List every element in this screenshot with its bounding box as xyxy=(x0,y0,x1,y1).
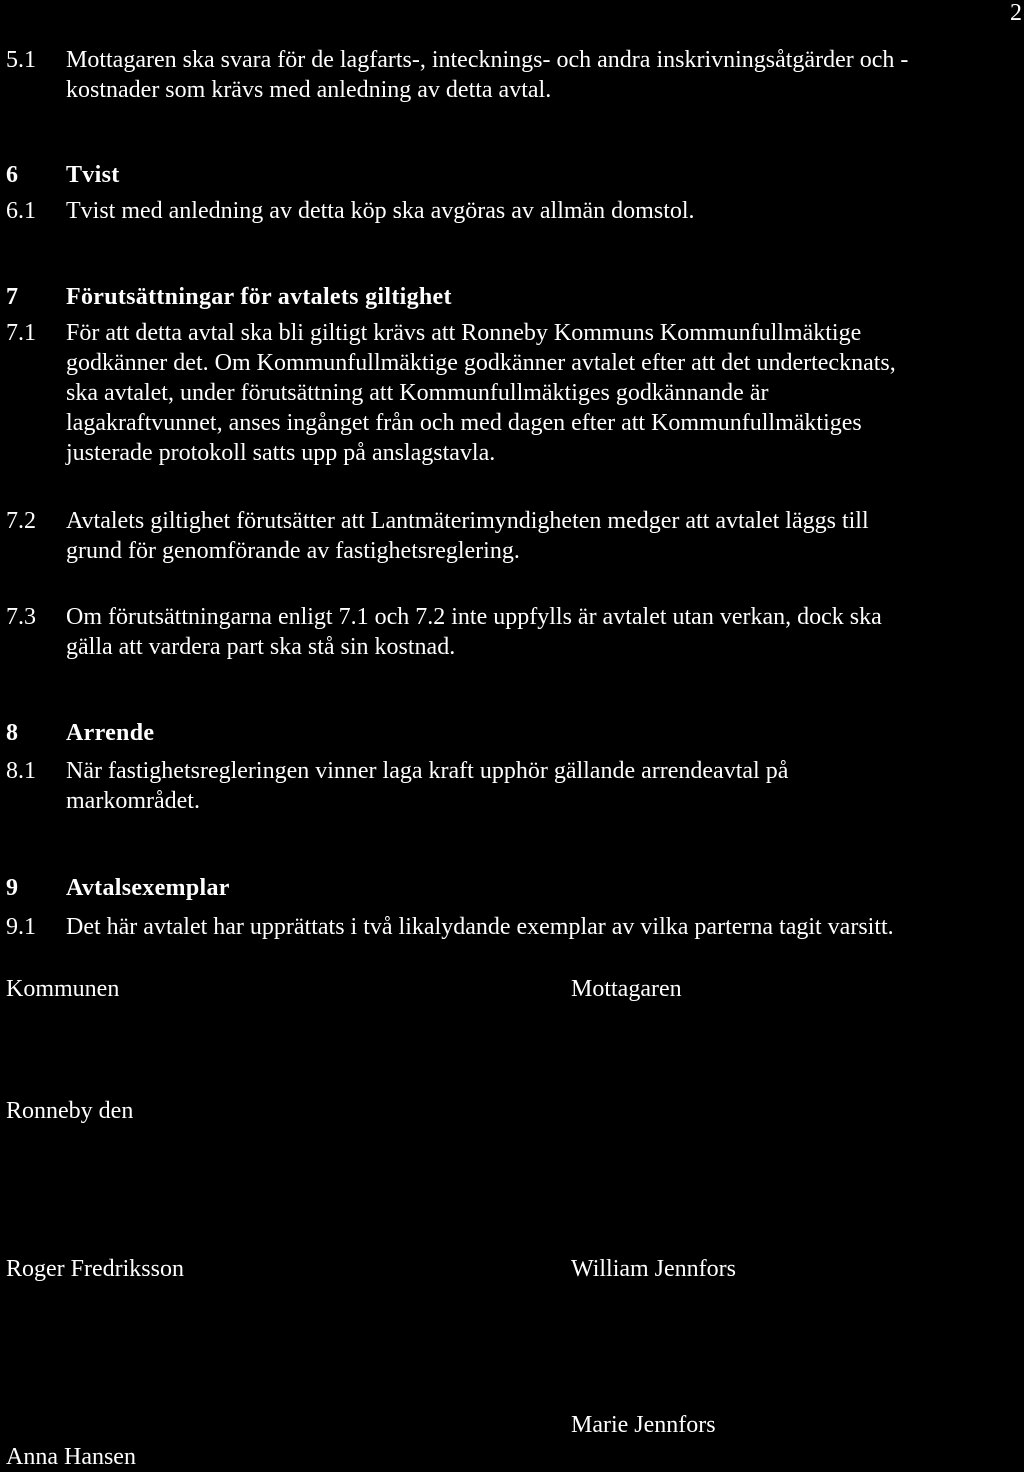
place-date-line: Ronneby den xyxy=(6,1098,134,1124)
text-line: kostnader som krävs med anledning av detta avtal. xyxy=(66,77,552,103)
clause-number: 6.1 xyxy=(6,198,36,224)
text-line: Avtalets giltighet förutsätter att Lantmäterimyndigheten medger att avtalet läggs till xyxy=(66,508,869,534)
text-line: markområdet. xyxy=(66,788,200,814)
section-number: 8 xyxy=(6,720,19,746)
signatory-name: William Jennfors xyxy=(571,1256,736,1282)
clause-number: 7.1 xyxy=(6,320,36,346)
section-heading: Tvist xyxy=(66,162,120,188)
signatory-name: Marie Jennfors xyxy=(571,1412,716,1438)
section-number: 7 xyxy=(6,284,19,310)
clause-text xyxy=(66,318,1016,468)
clause-text xyxy=(66,602,1016,662)
clause-text xyxy=(66,506,1016,566)
section-heading: Förutsättningar för avtalets giltighet xyxy=(66,284,452,310)
clause-text xyxy=(66,45,1016,105)
section-heading: Avtalsexemplar xyxy=(66,875,230,901)
clause-text xyxy=(66,196,1016,226)
text-line: Om förutsättningarna enligt 7.1 och 7.2 inte uppfylls är avtalet utan verkan, dock ska xyxy=(66,604,882,630)
text-line: grund för genomförande av fastighetsreglering. xyxy=(66,538,520,564)
text-line: Det här avtalet har upprättats i två likalydande exemplar av vilka parterna tagit varsitt. xyxy=(66,914,894,940)
party-label-municipality: Kommunen xyxy=(6,976,120,1002)
text-line: godkänner det. Om Kommunfullmäktige godkänner avtalet efter att det undertecknats, xyxy=(66,350,896,376)
text-line: ska avtalet, under förutsättning att Kommunfullmäktiges godkännande är xyxy=(66,380,769,406)
text-line: Mottagaren ska svara för de lagfarts-, intecknings- och andra inskrivningsåtgärder och - xyxy=(66,47,909,73)
clause-number: 7.2 xyxy=(6,508,36,534)
section-heading: Arrende xyxy=(66,720,155,746)
signatory-name: Anna Hansen xyxy=(6,1444,136,1470)
section-number: 9 xyxy=(6,875,19,901)
clause-number: 7.3 xyxy=(6,604,36,630)
text-line: lagakraftvunnet, anses ingånget från och med dagen efter att Kommunfullmäktiges xyxy=(66,410,862,436)
text-line: Tvist med anledning av detta köp ska avgöras av allmän domstol. xyxy=(66,198,695,224)
clause-number: 9.1 xyxy=(6,914,36,940)
party-label-recipient: Mottagaren xyxy=(571,976,682,1002)
section-number: 6 xyxy=(6,162,19,188)
signatory-name: Roger Fredriksson xyxy=(6,1256,184,1282)
clause-text xyxy=(66,756,1016,816)
clause-number: 8.1 xyxy=(6,758,36,784)
text-line: gälla att vardera part ska stå sin kostnad. xyxy=(66,634,456,660)
text-line: För att detta avtal ska bli giltigt krävs att Ronneby Kommuns Kommunfullmäktige xyxy=(66,320,862,346)
clause-text xyxy=(66,912,1016,942)
page-number: 2 xyxy=(1010,0,1022,26)
clause-number: 5.1 xyxy=(6,47,36,73)
text-line: När fastighetsregleringen vinner laga kraft upphör gällande arrendeavtal på xyxy=(66,758,789,784)
text-line: justerade protokoll satts upp på anslagstavla. xyxy=(66,440,496,466)
